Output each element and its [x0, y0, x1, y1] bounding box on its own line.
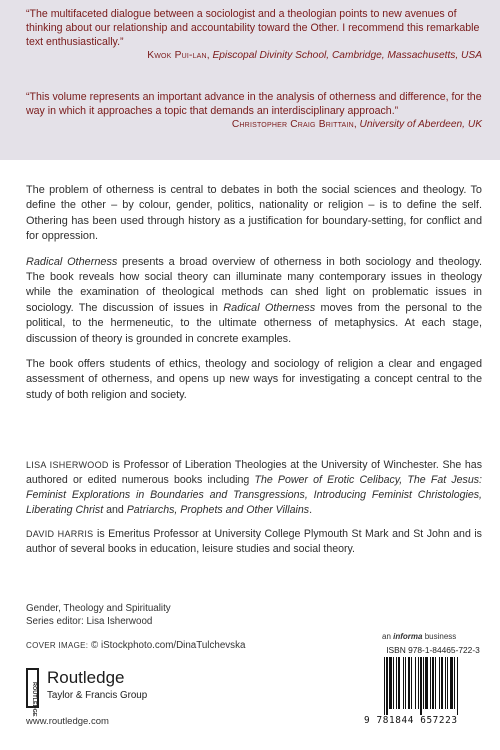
description-paragraph-3: The book offers students of ethics, theology and sociology of religion a clear and engaged assessment of otherness, and opens up new ways for investigating a concept central to the study of both religion and society.	[26, 358, 482, 401]
barcode-bar	[393, 657, 394, 709]
barcode-bar	[389, 657, 392, 709]
barcode-bar	[405, 657, 406, 709]
book-title: Radical Otherness	[223, 301, 316, 314]
series-name: Gender, Theology and Spirituality	[26, 603, 171, 614]
publisher-url[interactable]: www.routledge.com	[26, 716, 109, 727]
endorser-affiliation: University of Aberdeen, UK	[359, 119, 482, 130]
endorsement-panel	[0, 0, 500, 160]
barcode-bar	[398, 657, 400, 709]
barcode-bar	[430, 657, 431, 709]
barcode-bar	[447, 657, 448, 709]
barcode-bar	[457, 657, 458, 715]
barcode-bar	[423, 657, 424, 709]
barcode-bar	[445, 657, 446, 709]
isbn-label: ISBN 978-1-84465-722-3	[386, 645, 480, 655]
endorser-name: Kwok Pui-lan	[147, 50, 207, 61]
barcode-bar	[441, 657, 443, 709]
author-name: LISA ISHERWOOD	[26, 460, 109, 470]
barcode-bar	[386, 657, 388, 715]
endorsement-attribution	[26, 118, 482, 132]
barcode-digits: 9 781844 657223	[364, 715, 458, 726]
endorsement-quote: “The multifaceted dialogue between a sociologist and a theologian points to new avenues of thinking about our relationship and accountability toward the Other. I recommend this remarkable text enthusiastically.”	[26, 8, 480, 48]
book-title: Radical Otherness	[26, 255, 118, 268]
barcode-bar	[432, 657, 434, 709]
barcode-bar	[420, 657, 422, 715]
barcode-bar	[415, 657, 416, 709]
barcode-bar	[450, 657, 453, 709]
description-paragraph-1: The problem of otherness is central to debates in both the social sciences and theology. To define the other – by colour, gender, politics, nationality or religion – is to define the self. Othering has been used through history as a justification for boundary-setting, for conflict and for oppression.	[26, 184, 482, 243]
informa-tagline: an informa business	[382, 632, 457, 641]
endorser-name: Christopher Craig Brittain	[231, 119, 354, 130]
endorsement-attribution	[26, 49, 482, 63]
barcode-bar	[435, 657, 436, 709]
cover-image-source: © iStockphoto.com/DinaTulchevska	[88, 640, 246, 651]
barcode-bar	[425, 657, 428, 709]
barcode-bar	[384, 657, 385, 715]
routledge-mark-icon: ROUTLEDGE	[26, 668, 39, 708]
barcode-bar	[439, 657, 440, 709]
author-bio-isherwood: LISA ISHERWOOD is Professor of Liberation Theologies at the University of Winchester. She has authored or edited numerous books including The Power of Erotic Celibacy, The Fat Jesus: Feminist Explorations in Boundaries and Transgressions, Introducing Feminist Christologies, Liberating Christ and Patriarchs, Prophets and Other Villains.	[26, 459, 482, 516]
author-bio-harris: DAVID HARRIS is Emeritus Professor at University College Plymouth St Mark and St John and is author of several books in education, leisure studies and social theory.	[26, 528, 482, 555]
series-info	[26, 602, 171, 628]
barcode-bar	[411, 657, 412, 709]
barcode-bar	[403, 657, 404, 709]
author-bios	[26, 458, 482, 566]
barcode-bar	[408, 657, 410, 709]
barcode-bar	[418, 657, 419, 709]
publisher-group: Taylor & Francis Group	[47, 690, 148, 701]
endorsement-2	[26, 90, 482, 132]
cover-image-credit	[26, 640, 245, 651]
barcode-bar	[396, 657, 397, 709]
informa-brand: informa	[393, 632, 423, 641]
series-editor: Series editor: Lisa Isherwood	[26, 616, 153, 627]
cover-image-label: COVER IMAGE:	[26, 641, 89, 650]
publisher-logo	[26, 668, 226, 717]
publisher-name: Routledge	[47, 668, 125, 687]
description-paragraph-2: Radical Otherness presents a broad overview of otherness in both sociology and theology. The book reveals how social theory can illuminate many contemporary issues in theology while the examination of theological methods can shed light on problematic issues in sociology. The discussion of issues in Radical Otherness moves from the personal to the political, to the hermeneutic, to the ultimate otherness of metaphysics. At each stage, discussion of theory is grounded in concrete examples.	[26, 255, 482, 345]
author-name: DAVID HARRIS	[26, 529, 94, 539]
book-description	[26, 183, 482, 413]
endorsement-1	[26, 7, 482, 63]
barcode-bar	[454, 657, 455, 709]
endorsement-quote: “This volume represents an important advance in the analysis of otherness and difference, for the way in which it approaches a topic that demands an interdisciplinary approach.”	[26, 91, 482, 117]
endorser-affiliation: Episcopal Divinity School, Cambridge, Massachusetts, USA	[212, 50, 482, 61]
